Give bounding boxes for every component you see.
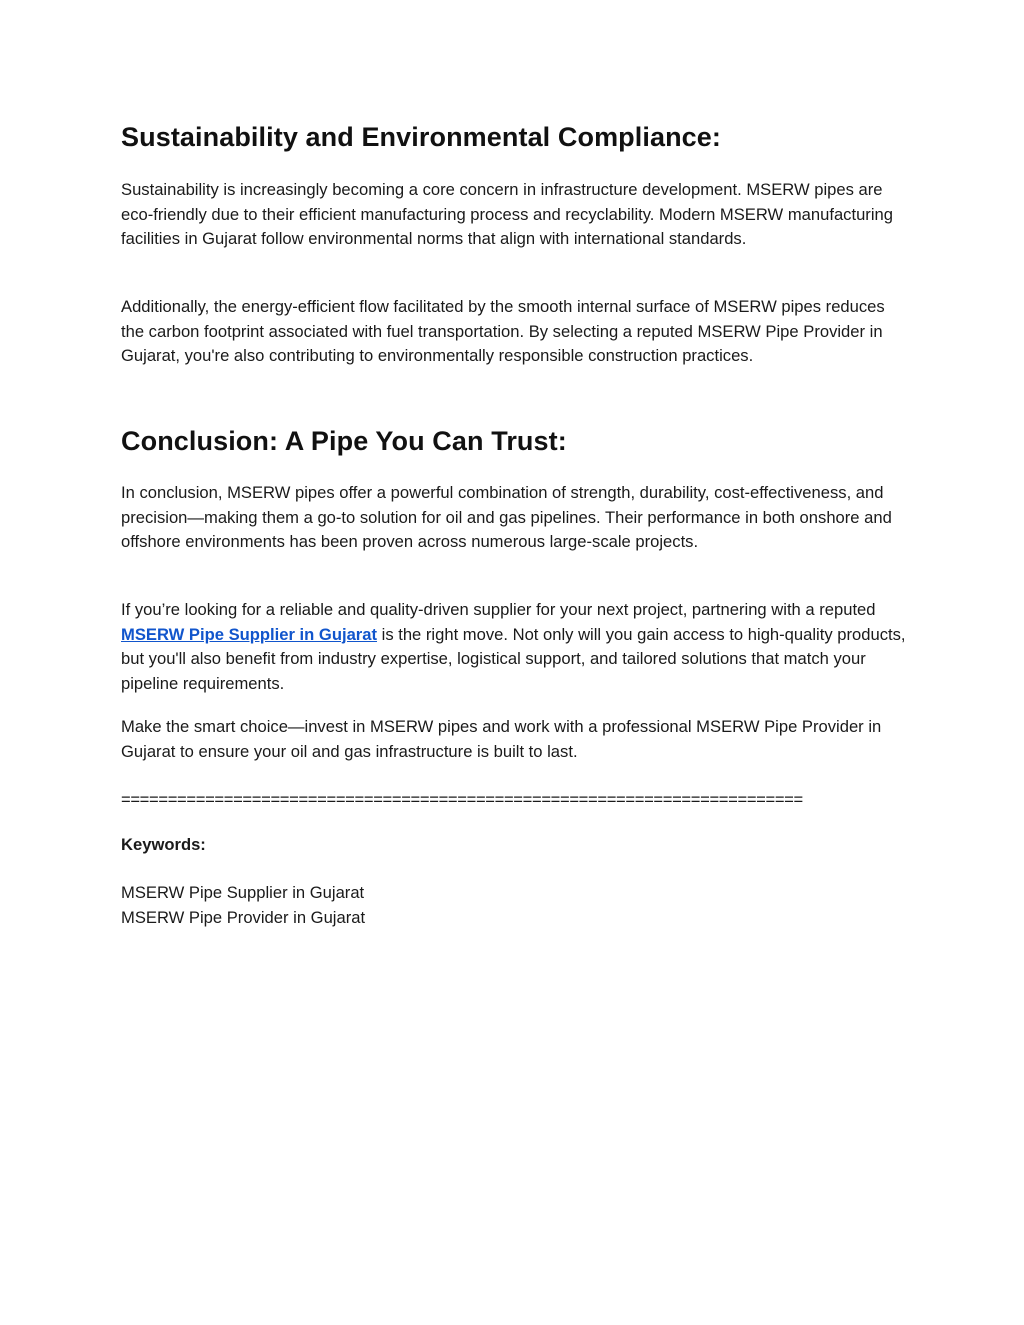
paragraph-conclusion-3: Make the smart choice—invest in MSERW pipes and work with a professional MSERW Pipe Provider in Gujarat to ensure your oil and gas infrastructure is built to last. (121, 717, 882, 761)
supplier-link[interactable]: MSERW Pipe Supplier in Gujarat (121, 624, 378, 644)
keywords-list (121, 881, 365, 930)
paragraph-text-after-link: is the right move. Not only will you gain access to high-quality products, but you'll also benefit from industry expertise, logistical support, and tailored solutions that match your pipeline requirements. (121, 624, 906, 693)
paragraph-conclusion-2 (121, 598, 911, 696)
paragraph-sustainability-2: Additionally, the energy-efficient flow facilitated by the smooth internal surface of MSERW pipes reduces the carbon footprint associated with fuel transportation. By selecting a reputed MSERW Pipe Provider in Gujarat, you're also contributing to environmentally responsible construction practices. (121, 297, 885, 365)
keyword-item: MSERW Pipe Supplier in Gujarat (121, 883, 365, 902)
keywords-heading: Keywords: (121, 835, 206, 854)
paragraph-conclusion-1: In conclusion, MSERW pipes offer a powerful combination of strength, durability, cost-effectiveness, and precision—making them a go-to solution for oil and gas pipelines. Their performance in both onshore and offshore environments has been proven across numerous large-scale projects. (121, 483, 892, 551)
paragraph-sustainability-1: Sustainability is increasingly becoming a core concern in infrastructure development. MSERW pipes are eco-friendly due to their efficient manufacturing process and recyclability. Modern MSERW manufacturing facilities in Gujarat follow environmental norms that align with international standards. (121, 180, 893, 248)
paragraph-text-before-link: If you’re looking for a reliable and quality-driven supplier for your next project, partnering with a reputed (121, 600, 876, 619)
keyword-item: MSERW Pipe Provider in Gujarat (121, 907, 366, 927)
section-heading-conclusion: Conclusion: A Pipe You Can Trust: (121, 426, 567, 456)
section-heading-sustainability: Sustainability and Environmental Compliance: (121, 122, 722, 152)
separator-line: ========================================================================= (121, 790, 803, 809)
